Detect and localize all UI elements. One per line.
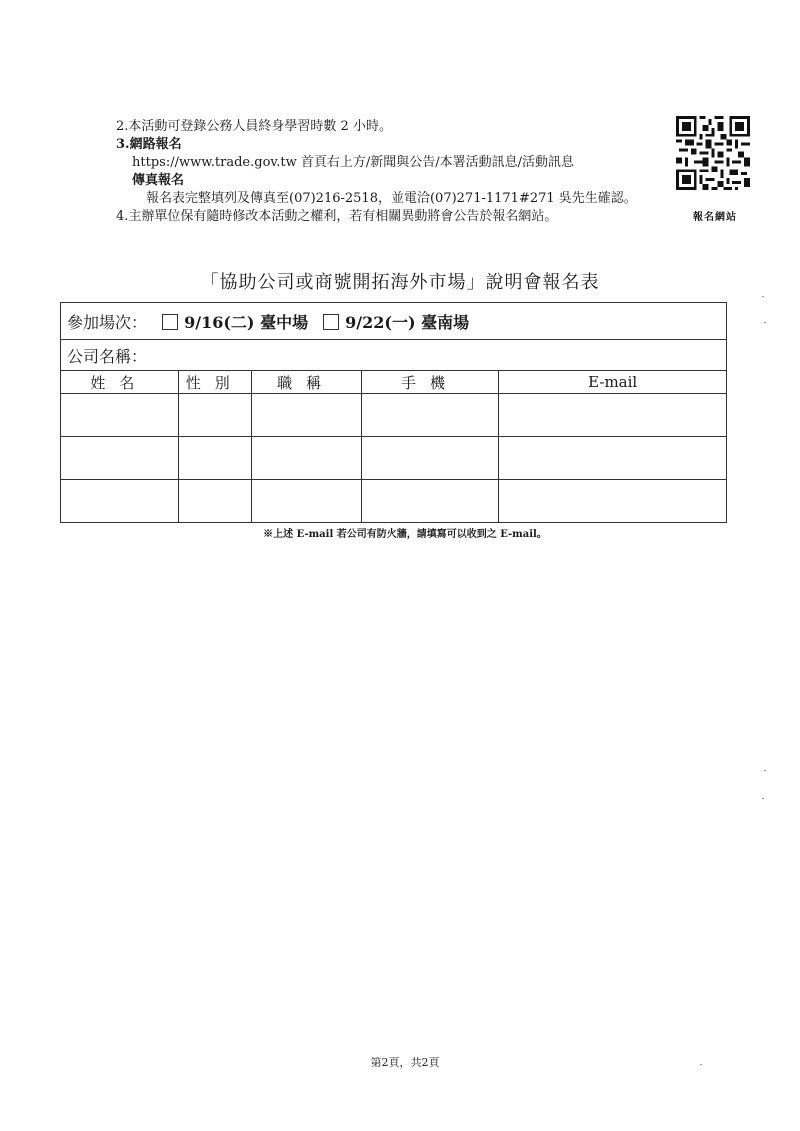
registration-table (60, 302, 727, 523)
note-study-hours: 2.本活動可登錄公務人員終身學習時數 2 小時。 (116, 119, 392, 134)
note-online-registration-title: 3.網路報名 (116, 137, 182, 152)
event-notes (116, 118, 676, 226)
registration-url[interactable]: https://www.trade.gov.tw (132, 155, 297, 170)
registration-menu-path: 首頁右上方/新聞與公告/本署活動訊息/活動訊息 (300, 155, 574, 170)
session1-label: 9/16(二) 臺中場 (184, 312, 309, 332)
form-title: 「協助公司或商號開拓海外市場」說明會報名表 (200, 272, 600, 293)
session-row (61, 303, 727, 340)
qr-caption: 報名網站 (693, 212, 737, 223)
email-cell[interactable] (499, 480, 727, 523)
mobile-cell[interactable] (361, 437, 499, 480)
mobile-cell[interactable] (361, 394, 499, 437)
note-fax-description: 報名表完整填列及傳真至(07)216-2518，並電洽(07)271-1171#271 吳先生確認。 (146, 191, 637, 206)
table-row (61, 437, 727, 480)
name-cell[interactable] (61, 437, 179, 480)
company-name-field[interactable] (61, 340, 727, 371)
session-label: 參加場次： (67, 312, 148, 332)
note-fax-title: 傳真報名 (132, 173, 185, 188)
scan-speck (764, 322, 766, 323)
job-title-cell[interactable] (251, 394, 361, 437)
header-row (61, 371, 727, 394)
mobile-cell[interactable] (361, 480, 499, 523)
session-cell (61, 303, 727, 340)
email-cell[interactable] (499, 394, 727, 437)
gender-cell[interactable] (178, 437, 251, 480)
email-footnote: ※上述 E-mail 若公司有防火牆，請填寫可以收到之 E-mail。 (263, 529, 547, 540)
session1-checkbox[interactable] (162, 314, 178, 330)
gender-cell[interactable] (178, 480, 251, 523)
name-cell[interactable] (61, 480, 179, 523)
company-row (61, 340, 727, 371)
header-gender: 性別 (178, 371, 251, 394)
table-row (61, 394, 727, 437)
scan-speck (700, 1064, 702, 1065)
header-name: 姓名 (61, 371, 179, 394)
scan-speck (764, 770, 766, 771)
note-online-registration-path (116, 154, 676, 172)
header-job-title: 職稱 (251, 371, 361, 394)
scan-speck (762, 798, 764, 799)
gender-cell[interactable] (178, 394, 251, 437)
scan-speck (762, 296, 764, 297)
job-title-cell[interactable] (251, 480, 361, 523)
name-cell[interactable] (61, 394, 179, 437)
header-email: E-mail (499, 371, 727, 394)
qr-code-icon[interactable] (676, 116, 750, 190)
job-title-cell[interactable] (251, 437, 361, 480)
session2-checkbox[interactable] (323, 314, 339, 330)
table-row (61, 480, 727, 523)
session2-label: 9/22(一) 臺南場 (345, 312, 470, 332)
page-number: 第2頁，共2頁 (370, 1056, 440, 1069)
email-cell[interactable] (499, 437, 727, 480)
header-mobile: 手機 (361, 371, 499, 394)
note-organizer-rights: 4.主辦單位保有隨時修改本活動之權利，若有相關異動將會公告於報名網站。 (116, 209, 558, 224)
company-label: 公司名稱： (67, 346, 148, 366)
